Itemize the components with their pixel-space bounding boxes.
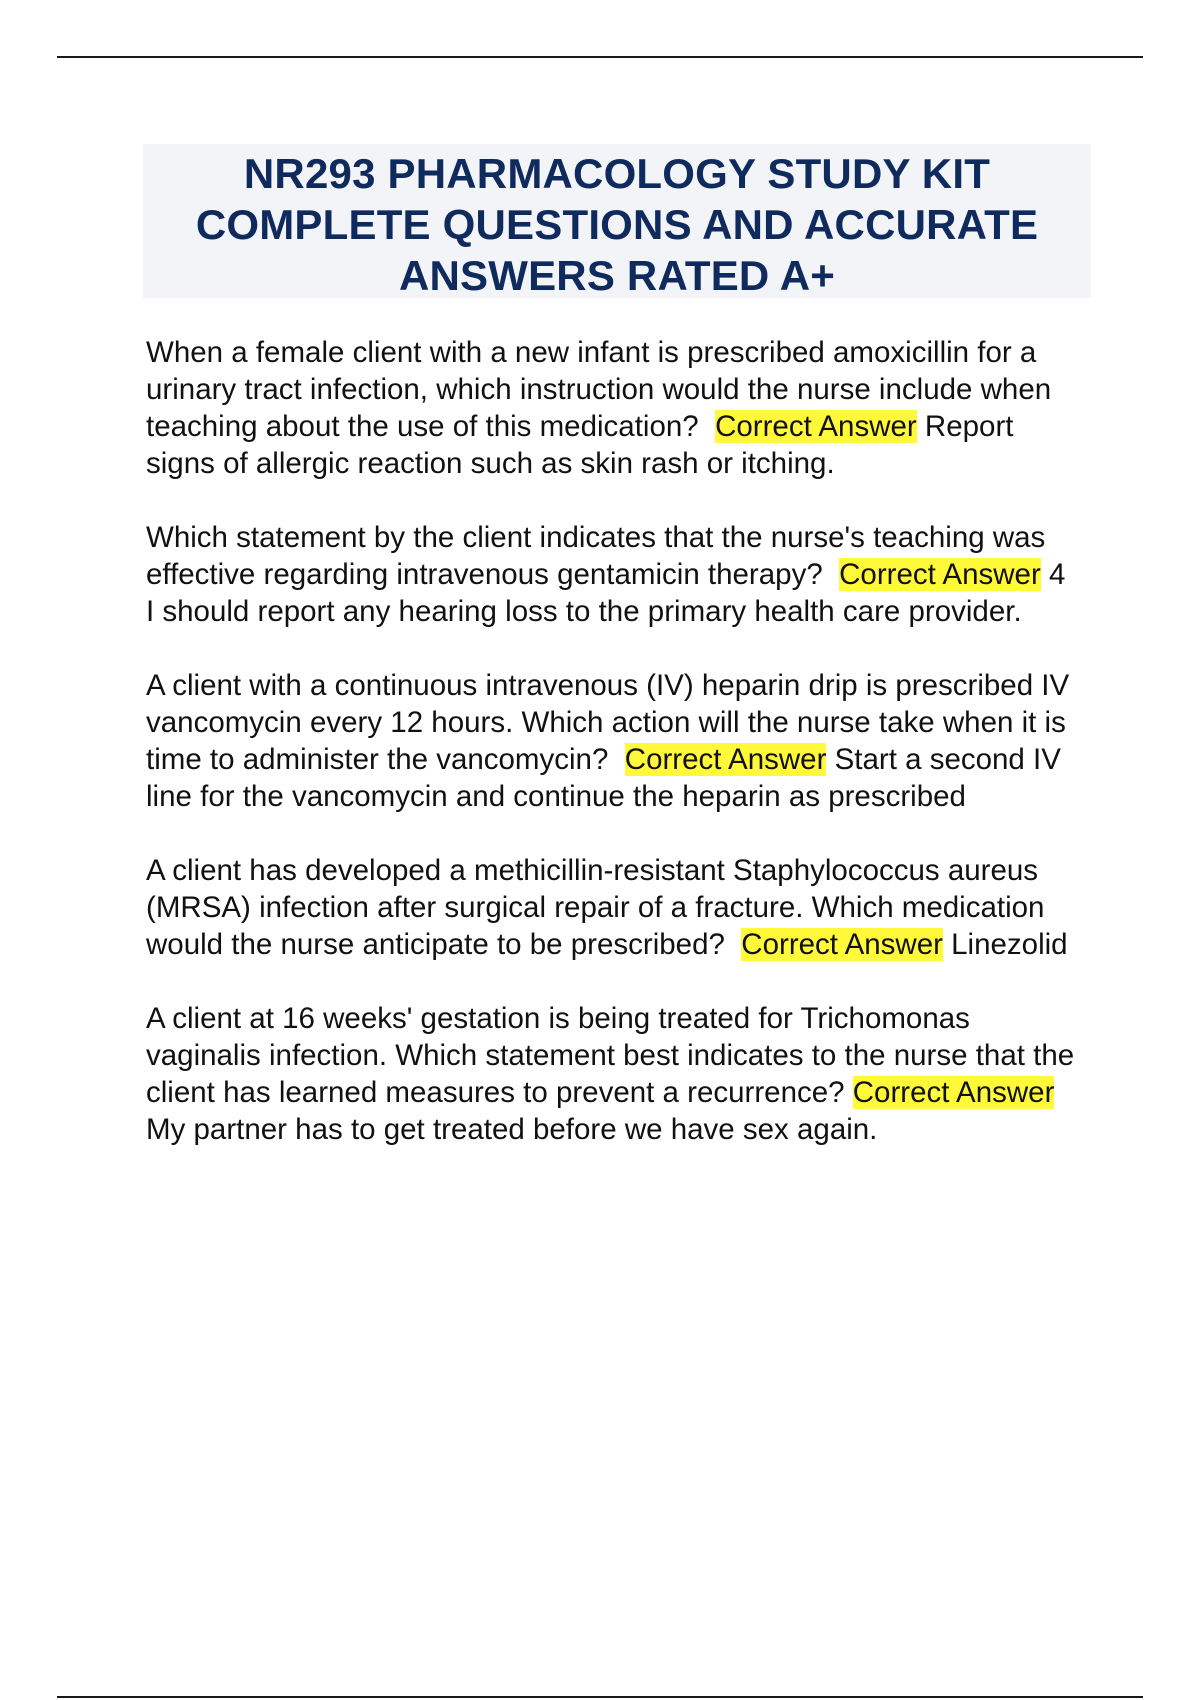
question-text: A client with a continuous intravenous (IV) heparin drip is prescribed IV vancomycin every 12 hours. Which action will the nurse take when it is time to administer the vancomycin? [146,669,1078,776]
question-text: A client at 16 weeks' gestation is being treated for Trichomonas vaginalis infection. Which statement best indicates to the nurse that the client has learned measures to prevent a recurrence? [146,1002,1083,1109]
answer-text: Report signs of allergic reaction such as skin rash or itching. [146,410,1022,480]
answer-text: 4 I should report any hearing loss to the primary health care provider. [146,558,1066,628]
answer-text: Start a second IV line for the vancomycin and continue the heparin as prescribed [146,743,1070,813]
footer-rule [57,1696,1143,1698]
qa-item-1 [146,334,1086,482]
title-line-1: NR293 PHARMACOLOGY STUDY KIT [243,150,991,197]
answer-text: Linezolid [942,928,1068,961]
question-text: A client has developed a methicillin-resistant Staphylococcus aureus (MRSA) infection after surgical repair of a fracture. Which medication would the nurse anticipate to be prescribed? [146,854,1053,961]
correct-answer-label: Correct Answer [624,743,827,776]
question-text: Which statement by the client indicates that the nurse's teaching was effective regarding intravenous gentamicin therapy? [146,521,1054,591]
correct-answer-label: Correct Answer [839,558,1041,591]
qa-list [146,334,1086,1185]
title-line-2: COMPLETE QUESTIONS AND ACCURATE [195,201,1039,248]
qa-item-2 [146,519,1086,630]
document-title [143,144,1091,298]
qa-item-4 [146,852,1086,963]
title-line-3: ANSWERS RATED A+ [398,252,836,299]
qa-item-5 [146,1000,1086,1148]
qa-item-3 [146,667,1086,815]
header-rule [57,56,1143,58]
correct-answer-label: Correct Answer [715,410,917,443]
answer-text: My partner has to get treated before we have sex again. [146,1076,1063,1146]
correct-answer-label: Correct Answer [741,928,943,961]
question-text: When a female client with a new infant is prescribed amoxicillin for a urinary tract infection, which instruction would the nurse include when teaching about the use of this medication? [146,336,1060,443]
correct-answer-label: Correct Answer [852,1076,1055,1109]
